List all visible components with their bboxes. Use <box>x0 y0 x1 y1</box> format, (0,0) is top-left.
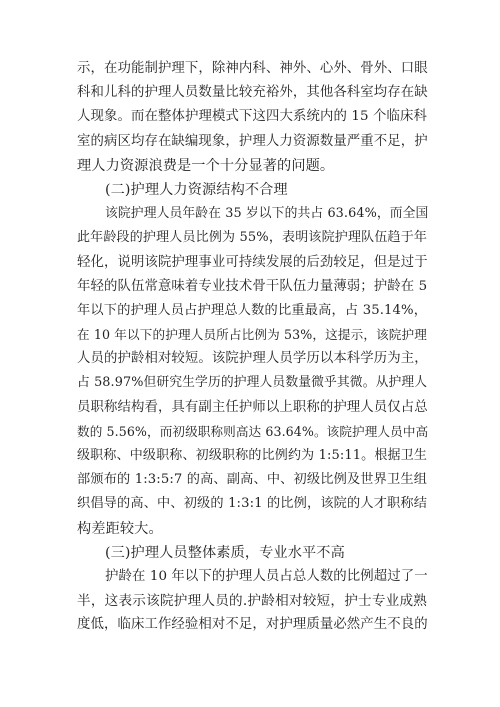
text-line: 该院护理人员年龄在 35 岁以下的共占 63.64%，而全国 <box>105 206 429 222</box>
text-line: 部颁布的 1:3:5:7 的高、副高、中、初级比例及世界卫生组 <box>77 472 427 488</box>
text-line: 数的 5.56%，而初级职称则高达 63.64%。该院护理人员中高 <box>77 423 429 439</box>
text-line: 占 58.97%但研究生学历的护理人员数量微乎其微。从护理人 <box>77 375 428 391</box>
text-line: 护龄在 10 年以下的护理人员占总人数的比例超过了一 <box>105 568 428 584</box>
section-heading: (三)护理人员整体素质，专业水平不高 <box>105 544 345 561</box>
text-line: 级职称、中级职称、初级职称的比例约为 1:5:11。根据卫生 <box>77 448 427 463</box>
text-line: 人员的护龄相对较短。该院护理人员学历以本科学历为主， <box>77 351 428 367</box>
text-line: 员职称结构看，具有副主任护师以上职称的护理人员仅占总 <box>77 399 428 415</box>
text-line: 在 10 年以下的护理人员所占比例为 53%，这提示，该院护理 <box>77 327 427 343</box>
text-line: 年轻的队伍常意味着专业技术骨干队伍力量薄弱；护龄在 5 <box>77 278 428 294</box>
text-line: 半，这表示该院护理人员的.护龄相对较短，护士专业成熟 <box>77 593 427 610</box>
section-heading: (二)护理人力资源结构不合理 <box>105 181 288 198</box>
text-line: 度低，临床工作经验相对不足，对护理质量必然产生不良的 <box>77 617 428 633</box>
text-line: 示，在功能制护理下，除神内科、神外、心外、骨外、口眼 <box>77 61 428 76</box>
text-line: 理人力资源浪费是一个十分显著的问题。 <box>77 157 335 174</box>
body-text <box>77 57 427 638</box>
text-line: 人现象。而在整体护理模式下这四大系统内的 15 个临床科 <box>77 109 427 125</box>
text-line: 此年龄段的护理人员比例为 55%，表明该院护理队伍趋于年 <box>77 230 427 246</box>
text-line: 科和儿科的护理人员数量比较充裕外，其他各科室均存在缺 <box>77 85 428 101</box>
text-line: 室的病区均存在缺编现象，护理人力资源数量严重不足，护 <box>77 133 428 149</box>
text-line: 轻化，说明该院护理事业可持续发展的后劲较足，但是过于 <box>77 254 428 270</box>
text-line: 年以下的护理人员占护理总人数的比重最高，占 35.14%， <box>77 302 427 318</box>
text-line: 构差距较大。 <box>77 520 163 537</box>
text-line: 织倡导的高、中、初级的 1:3:1 的比例，该院的人才职称结 <box>77 496 427 512</box>
